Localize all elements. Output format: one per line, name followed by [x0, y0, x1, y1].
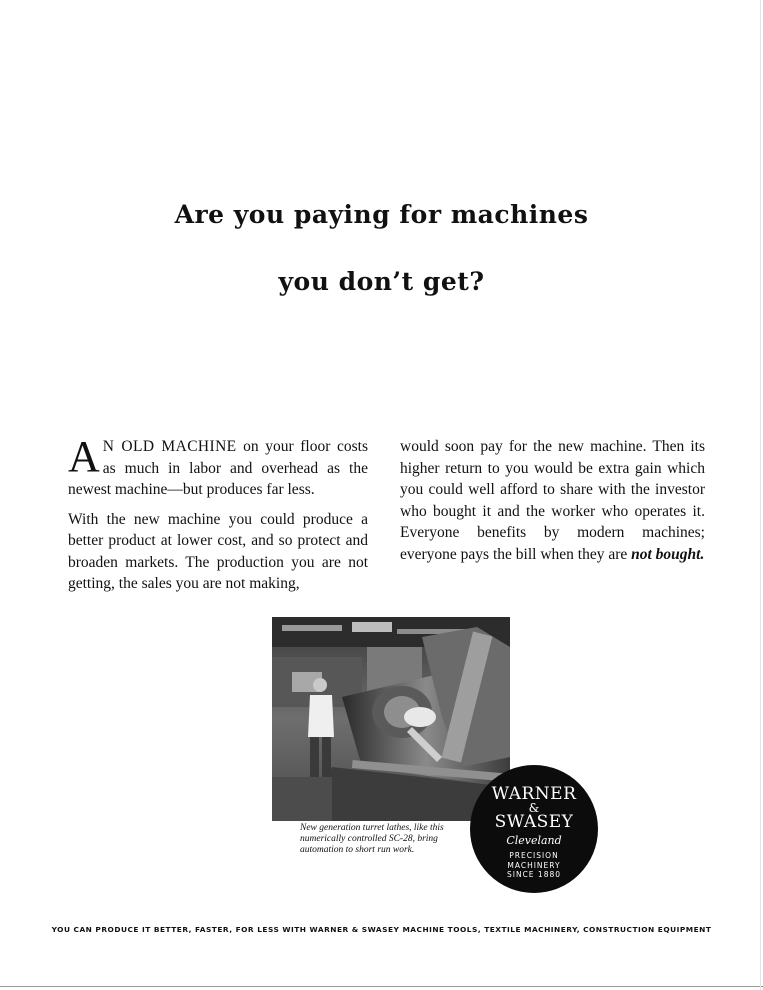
paragraph-2: With the new machine you could produce a better product at lower cost, and so protect and broaden markets. The production you are not getting, the sales you are not making, — [68, 510, 368, 592]
photo-caption: New generation turret lathes, like this numerically controlled SC-28, bring automation to short run work. — [300, 823, 444, 855]
footer-tagline: YOU CAN PRODUCE IT BETTER, FASTER, FOR LESS WITH WARNER & SWASEY MACHINE TOOLS, TEXTILE MACHINERY, CONSTRUCTION EQUIPMENT — [51, 925, 712, 934]
page-bottom-rule — [0, 986, 763, 987]
logo-tag-machinery: MACHINERY — [507, 860, 561, 870]
logo-tag-since: SINCE 1880 — [506, 870, 562, 879]
headline-line-2: you don’t get? — [278, 267, 485, 296]
logo-ampersand: & — [528, 801, 540, 815]
paragraph-2-continued — [400, 436, 705, 565]
logo-city: Cleveland — [506, 834, 562, 847]
paragraph-1 — [68, 432, 368, 501]
emphasis-not-bought: not bought. — [631, 545, 705, 563]
body-column-left — [68, 432, 368, 603]
paragraph-2-continued-text: would soon pay for the new machine. Then its higher return to you would be extra gain which you could well afford to share with the investor who bought it and the worker who operates it. Everyone benefits by modern machines; everyone pays the bill when they are — [400, 438, 705, 563]
warner-swasey-logo-seal — [470, 765, 598, 893]
headline-line-1: Are you paying for machines — [174, 200, 589, 229]
page-right-edge — [760, 0, 761, 990]
lead-in-caps: N OLD MACHINE — [102, 438, 237, 455]
body-column-right — [400, 436, 705, 573]
logo-tag-precision: PRECISION — [509, 851, 559, 860]
drop-cap: A — [68, 432, 100, 481]
paragraph-1-text: on your floor costs as much in labor and overhead as the newest machine—but produces far less. — [68, 438, 368, 498]
logo-warner: WARNER — [491, 784, 577, 804]
logo-swasey: SWASEY — [494, 812, 574, 832]
